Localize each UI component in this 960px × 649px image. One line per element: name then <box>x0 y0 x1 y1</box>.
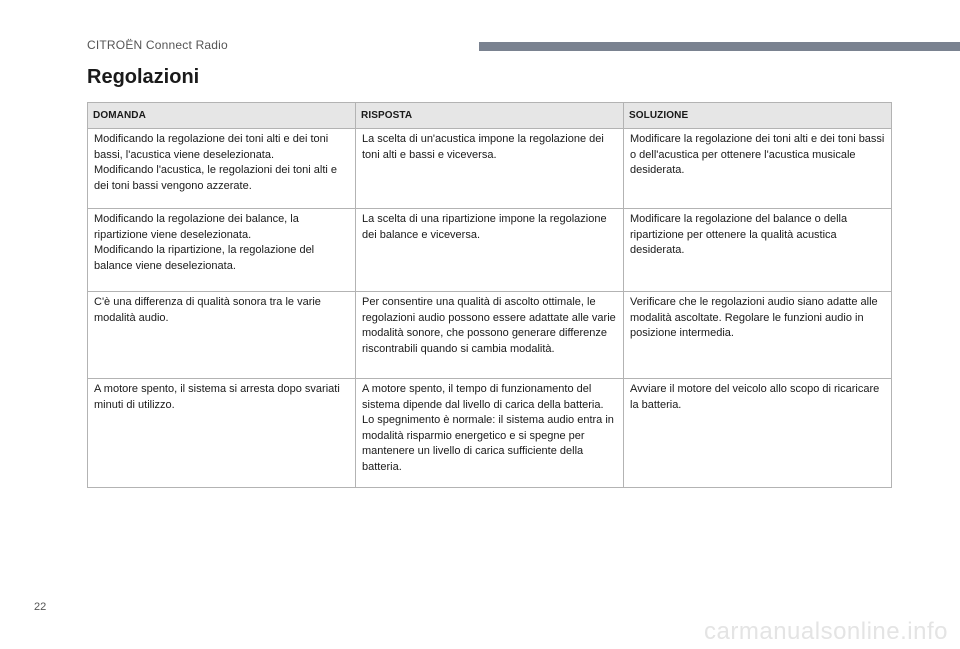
solution-cell: Verificare che le regolazioni audio siano adatte alle modalità ascoltate. Regolare le funzioni audio in posizione intermedia. <box>624 292 892 379</box>
solution-cell: Avviare il motore del veicolo allo scopo di ricaricare la batteria. <box>624 379 892 488</box>
page-number: 22 <box>34 601 47 613</box>
question-cell: A motore spento, il sistema si arresta dopo svariati minuti di utilizzo. <box>88 379 356 488</box>
column-header-soluzione: SOLUZIONE <box>624 103 892 129</box>
troubleshooting-table <box>87 102 892 488</box>
answer-cell: A motore spento, il tempo di funzionamento del sistema dipende dal livello di carica della batteria. Lo spegnimento è normale: il sistema audio entra in modalità risparmio energetico e si spegne per mantenere un livello di carica sufficiente della batteria. <box>356 379 624 488</box>
table-row <box>88 379 892 488</box>
table-row <box>88 292 892 379</box>
solution-cell: Modificare la regolazione del balance o della ripartizione per ottenere la qualità acustica desiderata. <box>624 209 892 292</box>
watermark-text: carmanualsonline.info <box>704 618 948 645</box>
table-header-row <box>88 103 892 129</box>
document-header-title: CITROËN Connect Radio <box>87 38 228 52</box>
column-header-risposta: RISPOSTA <box>356 103 624 129</box>
table-row <box>88 209 892 292</box>
question-cell: Modificando la regolazione dei balance, la ripartizione viene deselezionata. Modificando la ripartizione, la regolazione del balance viene deselezionata. <box>88 209 356 292</box>
question-cell: Modificando la regolazione dei toni alti e dei toni bassi, l'acustica viene deselezionata. Modificando l'acustica, le regolazioni dei toni alti e dei toni bassi vengono azzerate. <box>88 129 356 209</box>
question-cell: C'è una differenza di qualità sonora tra le varie modalità audio. <box>88 292 356 379</box>
header-decorative-bar <box>479 42 960 51</box>
column-header-domanda: DOMANDA <box>88 103 356 129</box>
table-row <box>88 129 892 209</box>
section-title: Regolazioni <box>87 66 200 88</box>
answer-cell: La scelta di una ripartizione impone la regolazione dei balance e viceversa. <box>356 209 624 292</box>
solution-cell: Modificare la regolazione dei toni alti e dei toni bassi o dell'acustica per ottenere l'acustica musicale desiderata. <box>624 129 892 209</box>
answer-cell: La scelta di un'acustica impone la regolazione dei toni alti e bassi e viceversa. <box>356 129 624 209</box>
answer-cell: Per consentire una qualità di ascolto ottimale, le regolazioni audio possono essere adattate alle varie modalità sonore, che possono generare differenze riscontrabili quando si cambia modalità. <box>356 292 624 379</box>
